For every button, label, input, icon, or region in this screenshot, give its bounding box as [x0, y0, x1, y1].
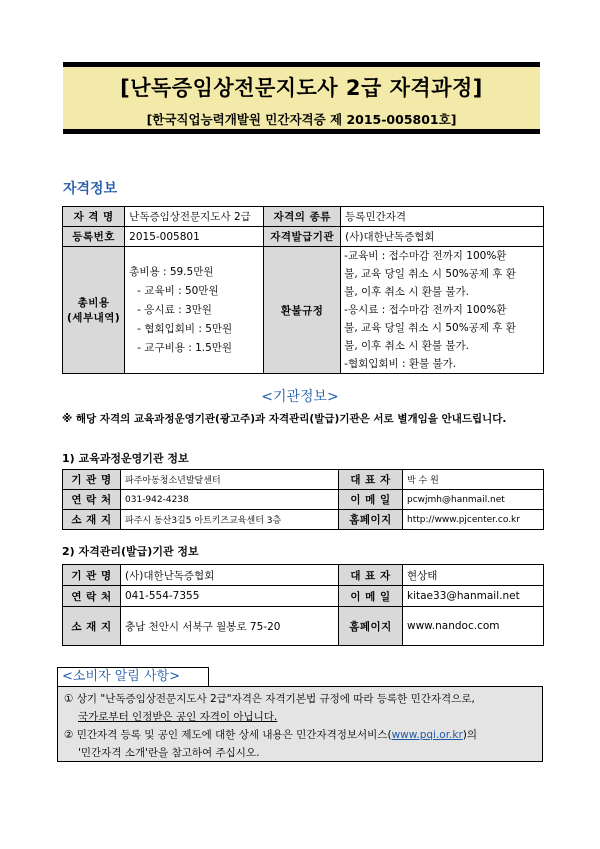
- cert-name-label: 자 격 명: [63, 207, 125, 227]
- issuer-label: 자격발급기관: [264, 227, 341, 247]
- cert-org-name-value: (사)대한난독증협회: [121, 565, 339, 586]
- consumer-notice-title: <소비자 알림 사항>: [57, 667, 209, 687]
- edu-name-label: 기 관 명: [63, 470, 121, 490]
- reg-number-label: 등록번호: [63, 227, 125, 247]
- consumer-item-1: ① 상기 "난독증임상전문지도사 2급"자격은 자격기본법 규정에 따라 등록한 민간자격으로,: [64, 693, 475, 705]
- refund-line: -협회입회비 : 환불 불가.: [344, 358, 457, 370]
- fee-label-line2: (세부내역): [67, 312, 121, 324]
- refund-policy: [341, 247, 544, 374]
- cert-org-phone-label: 연 락 처: [63, 586, 121, 607]
- issuer-value: (사)대한난독증협회: [341, 227, 544, 247]
- consumer-item-2-text: ② 민간자격 등록 및 공인 제도에 대한 상세 내용은 민간자격정보서비스(: [64, 729, 392, 741]
- edu-address-value: 파주시 동산3길5 아트키즈교육센터 3층: [121, 510, 339, 530]
- institution-heading: <기관정보>: [261, 389, 339, 405]
- consumer-item-2: [64, 727, 477, 742]
- page-title: [난독증임상전문지도사 2급 자격과정]: [120, 76, 483, 100]
- edu-name-value: 파주아동청소년발달센터: [121, 470, 339, 490]
- edu-phone-label: 연 락 처: [63, 490, 121, 510]
- refund-label: 환불규정: [264, 247, 341, 374]
- edu-website-value: http://www.pjcenter.co.kr: [403, 510, 544, 530]
- edu-rep-value: 박 수 원: [403, 470, 544, 490]
- fee-label-line1: 총비용: [77, 297, 110, 309]
- edu-website-label: 홈페이지: [339, 510, 403, 530]
- fee-label: [63, 247, 125, 374]
- consumer-item-1-cont: 국가로부터 인정받은 공인 자격이 아닙니다.: [78, 711, 278, 723]
- cert-org-rep-value: 현상태: [403, 565, 544, 586]
- pqi-link[interactable]: www.pqi.or.kr: [391, 729, 463, 741]
- edu-org-table: [62, 469, 544, 530]
- cert-info-table: [62, 206, 544, 374]
- consumer-item-2-cont: '민간자격 소개'란을 참고하여 주십시오.: [78, 747, 260, 759]
- cert-org-address-label: 소 재 지: [63, 607, 121, 646]
- edu-address-label: 소 재 지: [63, 510, 121, 530]
- refund-line: -응시료 : 접수마감 전까지 100%환: [344, 304, 507, 316]
- consumer-notice-box: [57, 686, 543, 762]
- refund-line: 불, 교육 당일 취소 시 50%공제 후 환: [344, 322, 516, 334]
- cert-org-website-value: www.nandoc.com: [403, 607, 544, 646]
- fee-details: [125, 247, 264, 374]
- registration-subtitle: [한국직업능력개발원 민간자격증 제 2015-005801호]: [146, 112, 457, 127]
- refund-line: 불, 이후 취소 시 환불 불가.: [344, 340, 469, 352]
- fee-item: - 교육비 : 50만원: [137, 284, 219, 297]
- cert-org-website-label: 홈페이지: [339, 607, 403, 646]
- cert-org-name-label: 기 관 명: [63, 565, 121, 586]
- cert-org-email-value: kitae33@hanmail.net: [403, 586, 544, 607]
- refund-line: -교육비 : 접수마감 전까지 100%환: [344, 250, 507, 262]
- cert-org-title: 2) 자격관리(발급)기관 정보: [62, 545, 199, 558]
- title-banner: [63, 62, 540, 134]
- cert-org-rep-label: 대 표 자: [339, 565, 403, 586]
- edu-org-title: 1) 교육과정운영기관 정보: [62, 452, 189, 465]
- fee-item: - 응시료 : 3만원: [137, 303, 212, 316]
- cert-info-heading: 자격정보: [63, 181, 118, 197]
- cert-type-value: 등록민간자격: [341, 207, 544, 227]
- edu-phone-value: 031-942-4238: [121, 490, 339, 510]
- edu-email-value: pcwjmh@hanmail.net: [403, 490, 544, 510]
- edu-email-label: 이 메 일: [339, 490, 403, 510]
- reg-number-value: 2015-005801: [125, 227, 264, 247]
- fee-item: - 교구비용 : 1.5만원: [137, 341, 233, 354]
- fee-item: - 협회입회비 : 5만원: [137, 322, 233, 335]
- cert-org-address-value: 충남 천안시 서북구 월봉로 75-20: [121, 607, 339, 646]
- edu-rep-label: 대 표 자: [339, 470, 403, 490]
- institution-notice: ※ 해당 자격의 교육과정운영기관(광고주)과 자격관리(발급)기관은 서로 별개임을 안내드립니다.: [62, 413, 507, 425]
- cert-type-label: 자격의 종류: [264, 207, 341, 227]
- refund-line: 불, 이후 취소 시 환불 불가.: [344, 286, 469, 298]
- fee-item: 총비용 : 59.5만원: [129, 265, 214, 278]
- cert-name-value: 난독증임상전문지도사 2급: [125, 207, 264, 227]
- cert-org-email-label: 이 메 일: [339, 586, 403, 607]
- consumer-item-2-end: )의: [462, 729, 478, 741]
- cert-org-phone-value: 041-554-7355: [121, 586, 339, 607]
- cert-org-table: [62, 564, 544, 646]
- refund-line: 불, 교육 당일 취소 시 50%공제 후 환: [344, 268, 516, 280]
